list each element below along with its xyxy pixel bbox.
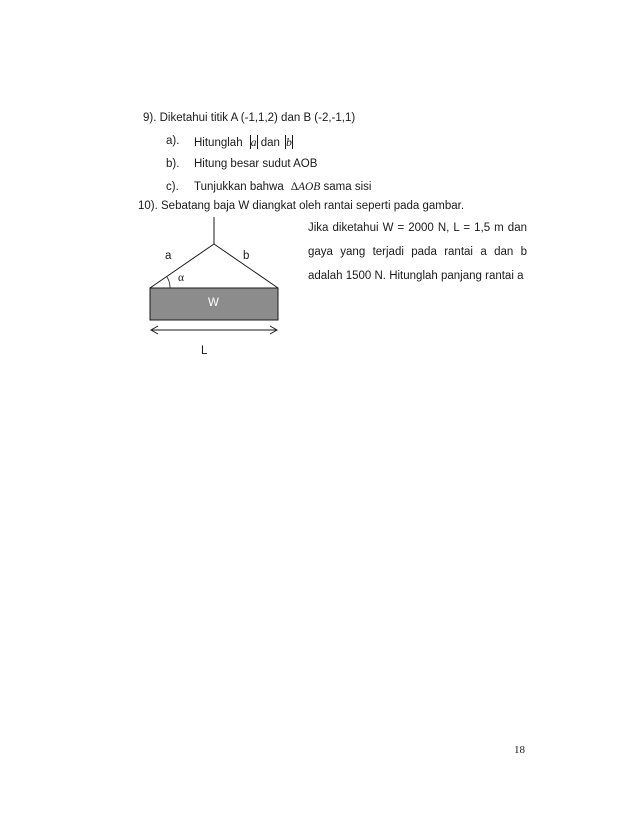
q9-a-text: Hitunglah xyxy=(194,137,243,149)
q9-b-label: b). xyxy=(166,158,180,170)
q9-a-label: a). xyxy=(166,135,180,147)
q9-c-tail: sama sisi xyxy=(323,181,372,193)
label-l: L xyxy=(201,345,208,357)
label-a: a xyxy=(165,250,172,262)
angle-arc xyxy=(167,277,170,288)
q10-header: 10). Sebatang baja W diangkat oleh rantai seperti pada gambar. xyxy=(138,200,465,212)
q9-c-label: c). xyxy=(166,181,179,193)
q9-header: 9). Diketahui titik A (-1,1,2) dan B (-2,-1,1) xyxy=(143,112,356,124)
q9-b-text: Hitung besar sudut AOB xyxy=(194,158,318,170)
label-alpha: α xyxy=(178,272,185,284)
q9-a-var2: b xyxy=(286,137,292,149)
q9-c-math: ∆AOB xyxy=(290,181,321,193)
q9-a-var: a xyxy=(250,137,257,149)
q10-paragraph: Jika diketahui W = 2000 N, L = 1,5 m dan gaya yang terjadi pada rantai a dan b adalah 1500 N. Hitunglah panjang rantai a xyxy=(308,222,527,282)
label-w: W xyxy=(208,297,219,309)
label-b: b xyxy=(243,250,250,262)
q9-c-text: Tunjukkan bahwa xyxy=(194,181,284,193)
q9-a-mid: dan xyxy=(260,137,280,149)
page-number: 18 xyxy=(514,744,525,756)
